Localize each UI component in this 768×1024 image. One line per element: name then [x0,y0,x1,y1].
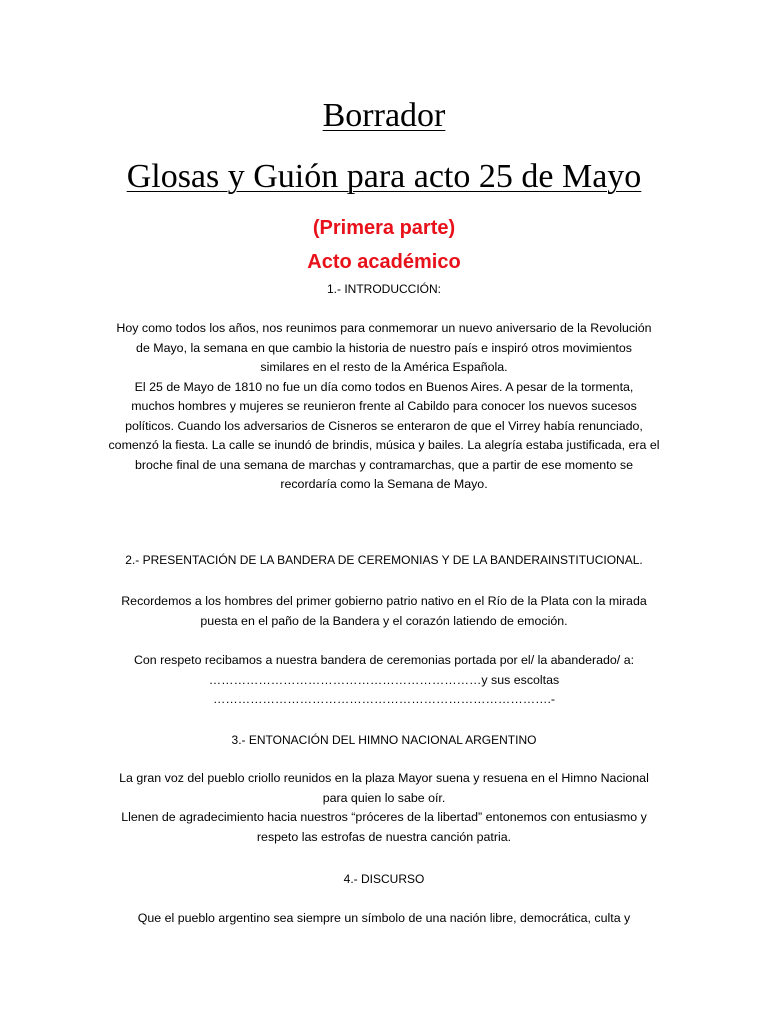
paragraph-line: muchos hombres y mujeres se reunieron frente al Cabildo para conocer los nuevos sucesos [131,399,637,413]
paragraph-line: Con respeto recibamos a nuestra bandera de ceremonias portada por el/ la abanderado/ a: [133,653,635,667]
section-heading-discurso: 4.- DISCURSO [343,872,425,886]
section-heading-himno: 3.- ENTONACIÓN DEL HIMNO NACIONAL ARGENTINO [231,733,537,747]
document-subtitle: Glosas y Guión para acto 25 de Mayo [126,158,642,195]
paragraph-line: de Mayo, la semana en que cambio la historia de nuestro país e inspiró otros movimientos [136,340,632,355]
paragraph-line: Que el pueblo argentino sea siempre un símbolo de una nación libre, democrática, culta y [137,911,631,925]
paragraph-line: puesta en el paño de la Bandera y el corazón latiendo de emoción. [200,613,568,628]
paragraph-line: políticos. Cuando los adversarios de Cisneros se enteraron de que el Virrey había renunciado, [125,418,643,433]
part-heading: (Primera parte) [312,217,456,239]
section-heading-introduccion: 1.- INTRODUCCIÓN: [327,282,441,296]
paragraph-line: similares en el resto de la América Española. [260,360,508,374]
paragraph-line: comenzó la fiesta. La calle se inundó de brindis, música y bailes. La alegría estaba justificada, era el [108,438,660,452]
section-paragraph-himno [90,769,678,847]
paragraph-line: ……………………………………………………………………….- [212,692,556,706]
paragraph-line: Llenen de agradecimiento hacia nuestros “próceres de la libertad” entonemos con entusiasmo y [121,810,647,824]
section-heading-bandera: 2.- PRESENTACIÓN DE LA BANDERA DE CEREMONIAS Y DE LA BANDERAINSTITUCIONAL. [125,553,643,567]
paragraph-line: broche final de una semana de marchas y contramarchas, que a partir de ese momento se [135,457,633,472]
section-paragraph-bandera-2 [90,651,678,710]
section-paragraph-discurso [90,909,678,929]
paragraph-line: Recordemos a los hombres del primer gobierno patrio nativo en el Río de la Plata con la mirada [121,594,647,608]
paragraph-line: para quien lo sabe oír. [322,790,446,805]
paragraph-line: El 25 de Mayo de 1810 no fue un día como todos en Buenos Aires. A pesar de la tormenta, [134,379,634,394]
paragraph-line: recordaría como la Semana de Mayo. [280,477,488,491]
paragraph-line: …………………………………………………………y sus escoltas [208,672,560,687]
section-paragraph-introduccion [90,319,678,495]
paragraph-line: La gran voz del pueblo criollo reunidos en la plaza Mayor suena y resuena en el Himno Nacional [119,771,649,785]
paragraph-line: Hoy como todos los años, nos reunimos para conmemorar un nuevo aniversario de la Revolución [116,321,652,335]
paragraph-line: respeto las estrofas de nuestra canción patria. [256,829,512,844]
document-title: Borrador [322,97,446,134]
act-heading: Acto académico [307,251,461,273]
section-paragraph-bandera-1 [90,592,678,631]
